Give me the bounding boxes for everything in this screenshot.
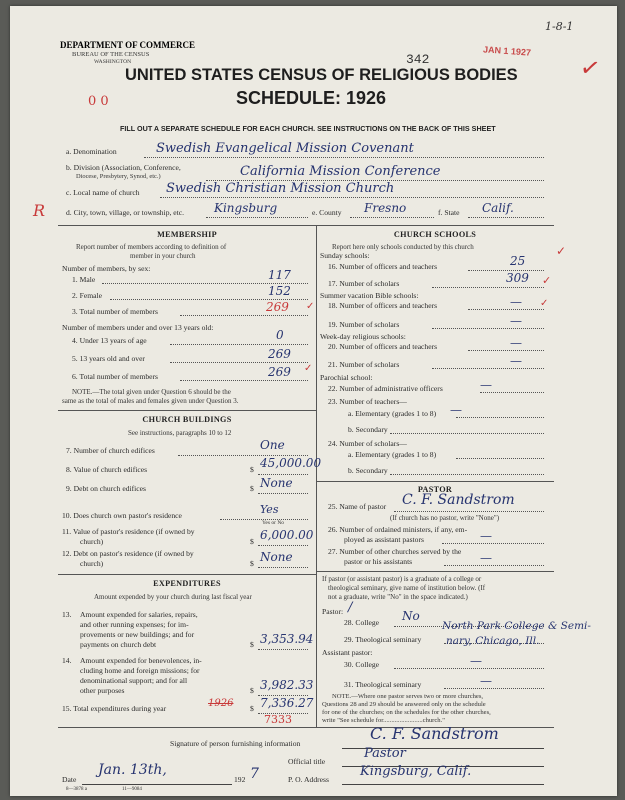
check-mark-icon: ✓ xyxy=(556,244,567,258)
schools-heading: CHURCH SCHOOLS xyxy=(393,230,477,239)
q25-value[interactable]: C. F. Sandstrom xyxy=(402,492,515,508)
pastor-heading: PASTOR xyxy=(417,485,453,494)
city-value[interactable]: Kingsburg xyxy=(214,201,278,215)
received-stamp: JAN 1 1927 xyxy=(482,44,532,58)
by-sex-label: Number of members, by sex: xyxy=(62,264,151,273)
fill-instructions: FILL OUT A SEPARATE SCHEDULE FOR EACH CHURCH. SEE INSTRUCTIONS ON THE BACK OF THIS SHEET xyxy=(120,124,496,133)
signature-label: Signature of person furnishing information xyxy=(170,739,301,748)
date-value[interactable]: Jan. 13th, xyxy=(98,762,167,778)
schedule-title: SCHEDULE: 1926 xyxy=(236,88,387,108)
q4-label: 4. Under 13 years of age xyxy=(72,336,147,345)
q15-year[interactable]: 1926 xyxy=(208,698,234,709)
graduate-instructions: If pastor (or assistant pastor) is a graduate of a college or xyxy=(322,575,482,583)
check-mark-icon: ✓ xyxy=(540,298,549,309)
check-mark-icon: ✓ xyxy=(306,301,315,312)
county-value[interactable]: Fresno xyxy=(364,201,407,215)
q26-label: 26. Number of ordained ministers, if any, em- xyxy=(328,525,468,534)
q27-label: 27. Number of other churches served by the xyxy=(328,547,462,556)
expenditures-sub: Amount expended by your church during last fiscal year xyxy=(94,593,252,601)
q18-label: 18. Number of officers and teachers xyxy=(328,301,438,310)
assistant-label: Assistant pastor: xyxy=(322,648,373,657)
official-title-value[interactable]: Pastor xyxy=(364,746,406,761)
denomination-label: a. Denomination xyxy=(66,147,117,156)
q19-label: 19. Number of scholars xyxy=(328,320,400,329)
q10-value[interactable]: Yes xyxy=(260,503,279,516)
q25-label: 25. Name of pastor xyxy=(328,502,387,511)
q3-label: 3. Total number of members xyxy=(72,307,159,316)
q15-value[interactable]: 7,336.27 xyxy=(260,696,314,710)
q7-value[interactable]: One xyxy=(260,438,285,452)
q23-label: 23. Number of teachers— xyxy=(328,397,407,406)
po-address-value[interactable]: Kingsburg, Calif. xyxy=(360,764,472,779)
form-number: 8—3878 a xyxy=(66,787,87,792)
q11-value[interactable]: 6,000.00 xyxy=(260,528,314,542)
q8-label: 8. Value of church edifices xyxy=(66,465,148,474)
q29-value-cont[interactable]: nary, Chicago, Ill. xyxy=(446,635,540,647)
red-zero-marks: 0 0 xyxy=(88,94,109,109)
q13-num: 13. xyxy=(62,610,72,619)
census-schedule-sheet: DEPARTMENT OF COMMERCE BUREAU OF THE CENSUS WASHINGTON 342 JAN 1 1927 1-8-1 ✓ UNITED STATES CENSUS OF RELIGIOUS BODIES SCHEDULE: 1926 0 0 FILL OUT A SEPARATE SCHEDULE FOR EACH CHURCH. SEE INSTRUCTIONS ON THE BACK OF THIS SHEET a. Denomination Swedish Evangelical Mission Covenant b. Division (Association, Conference, Diocese, Presbytery, Synod, etc.) California Mission Conference c. Local name of church Swedish Christian Mission Church R d. City, town, village, or township, etc. Kingsburg e. County Fresno f. State Calif. MEMBERSHIP Report number of members according to definition of member in your church Number of members, by sex: 1. Male 117 2. Female 152 3. Total number of members 269 Number of members under and over 13 years old: 4. Under 13 years of age 0 5. 13 years old and over 269 6. Total number of members 269 NOTE.—The total given under Question 6 should be the same as the total of males and females given under Question 3. CHURCH BUILDINGS See instructions, paragraphs 10 to 12 7. Number of church edifices One 8. Value of church edifices $ 45,000.00 9. Debt on church edifices $ None 10. Does church own pastor's residence Yes Yes or No 11. Value of pastor's residence (if owned by church) $ 6,000.00 12. Debt on pastor's residence (if owned by church) $ None EXPENDITURES Amount expended by your church during last fiscal year 13. Amount expended for salaries, repairs, and other running expenses; for im- provements or new buildings; and for payments on church debt $ 3,353.94 14. Amount expended for benevolences, in- cluding home and foreign missions; for denominational support; and for all other purposes $ 3,982.33 15. Total expenditures during year 1926 $ 7,336.27 7333 CHURCH SCHOOLS Report here only schools conducted by this church Sunday schools: 16. Number of officers and teachers 25 17. Number of scholars 309 Summer vacation Bible schools: 18. Number of officers and teachers — 19. Number of scholars — Week-day religious schools: 20. Number of officers and teachers — 21. Number of scholars — Parochial school: 22. Number of administrative officers — 23. Number of teachers— a. Elementary (grades 1 to 8) — b. Secondary 24. Number of scholars— a. Elementary (grades 1 to 8) b. Secondary PASTOR 25. Name of pastor C. F. Sandstrom (If church has no pastor, write "None") 26. Number of ordained ministers, if any, em- ployed as assistant pastors — 27. Number of other churches served by the pastor or his assistants — If pastor (or assistant pastor) is a graduate of a college or theological seminary, give name of institution below. (If not a graduate, write "No" in the space indicated.) Pastor: 28. College No / 29. Theological seminary North Park College & Semi- nary, Chicago, Ill. Assistant pastor: 30. College — 31. Theological seminary — NOTE.—Where one pastor serves two or more churches, Questions 28 and 29 should be answered only on the schedule for one of the churches; on the schedules for the other churches, write "See schedule for........................church." Signature of person furnishing information C. F. Sandstrom Official title Pastor Date Jan. 13th, 192 7 P. O. Address Kingsburg, Calif. 8—3878 a 11—9084 ✓ ✓ ✓ ✓ ✓ xyxy=(10,6,617,796)
city-label: d. City, town, village, or township, etc. xyxy=(66,208,185,217)
signature-value[interactable]: C. F. Sandstrom xyxy=(370,724,499,743)
pastor-initial-mark: / xyxy=(348,600,353,615)
q13-value[interactable]: 3,353.94 xyxy=(260,632,314,646)
q3-value[interactable]: 269 xyxy=(266,300,289,314)
serial-number: 342 xyxy=(406,52,430,67)
q12-value[interactable]: None xyxy=(260,550,293,564)
schools-sub: Report here only schools conducted by this church xyxy=(332,243,474,251)
q30-label: 30. College xyxy=(344,660,380,669)
q1-label: 1. Male xyxy=(72,275,96,284)
year-prefix: 192 xyxy=(234,775,246,784)
bureau-name: BUREAU OF THE CENSUS xyxy=(72,51,150,58)
membership-note: NOTE.—The total given under Question 6 should be the xyxy=(72,388,231,396)
local-name-value[interactable]: Swedish Christian Mission Church xyxy=(166,181,395,196)
age-intro-label: Number of members under and over 13 years old: xyxy=(62,323,214,332)
denomination-value[interactable]: Swedish Evangelical Mission Covenant xyxy=(156,141,414,156)
q14-value[interactable]: 3,982.33 xyxy=(260,678,314,692)
q6-label: 6. Total number of members xyxy=(72,372,159,381)
sunday-label: Sunday schools: xyxy=(320,251,370,260)
expenditures-heading: EXPENDITURES xyxy=(153,579,221,588)
q20-label: 20. Number of officers and teachers xyxy=(328,342,438,351)
q5-label: 5. 13 years old and over xyxy=(72,354,145,363)
pastor-sub-label: Pastor: xyxy=(322,607,344,616)
parochial-label: Parochial school: xyxy=(320,373,373,382)
q2-value[interactable]: 152 xyxy=(268,284,291,298)
membership-heading: MEMBERSHIP xyxy=(157,230,217,239)
q2-label: 2. Female xyxy=(72,291,102,300)
q28-label: 28. College xyxy=(344,618,380,627)
membership-note-cont: same as the total of males and females given under Question 3. xyxy=(62,397,239,405)
q1-value[interactable]: 117 xyxy=(268,268,291,282)
buildings-heading: CHURCH BUILDINGS xyxy=(142,415,232,424)
q10-label: 10. Does church own pastor's residence xyxy=(62,511,182,520)
print-number: 11—9084 xyxy=(122,787,142,792)
buildings-sub: See instructions, paragraphs 10 to 12 xyxy=(128,429,232,437)
q9-value[interactable]: None xyxy=(260,476,293,490)
weekday-label: Week-day religious schools: xyxy=(320,332,406,341)
q17-label: 17. Number of scholars xyxy=(328,279,400,288)
q28-value[interactable]: No xyxy=(402,609,420,623)
q4-value[interactable]: 0 xyxy=(276,328,284,342)
corner-note: 1-8-1 xyxy=(545,20,574,33)
q17-value[interactable]: 309 xyxy=(506,271,529,285)
margin-mark: R xyxy=(33,201,46,220)
q6-value[interactable]: 269 xyxy=(268,365,291,379)
summer-label: Summer vacation Bible schools: xyxy=(320,291,419,300)
q8-value[interactable]: 45,000.00 xyxy=(260,456,322,470)
check-mark-icon: ✓ xyxy=(577,54,603,84)
check-mark-icon: ✓ xyxy=(542,275,552,287)
division-value[interactable]: California Mission Conference xyxy=(240,164,441,179)
pastor-note: NOTE.—Where one pastor serves two or more churches, xyxy=(332,693,484,700)
q11-label: 11. Value of pastor's residence (if owned by xyxy=(62,527,195,536)
state-value[interactable]: Calif. xyxy=(482,201,514,215)
q9-label: 9. Debt on church edifices xyxy=(66,484,146,493)
membership-intro: Report number of members according to definition of xyxy=(76,243,227,251)
q22-label: 22. Number of administrative officers xyxy=(328,384,443,393)
state-label: f. State xyxy=(438,208,460,217)
q16-label: 16. Number of officers and teachers xyxy=(328,262,438,271)
q12-label: 12. Debt on pastor's residence (if owned by xyxy=(62,549,194,558)
city-name: WASHINGTON xyxy=(94,59,132,65)
q25-hint: (If church has no pastor, write "None") xyxy=(390,514,500,522)
po-address-label: P. O. Address xyxy=(288,775,329,784)
q29-value[interactable]: North Park College & Semi- xyxy=(442,620,591,632)
division-label-cont: Diocese, Presbytery, Synod, etc.) xyxy=(76,173,161,180)
county-label: e. County xyxy=(312,208,342,217)
q14-num: 14. xyxy=(62,656,72,665)
check-mark-icon: ✓ xyxy=(304,363,313,374)
q10-hint: Yes or No xyxy=(262,520,285,526)
q7-label: 7. Number of church edifices xyxy=(66,446,155,455)
division-label: b. Division (Association, Conference, xyxy=(66,163,181,172)
q31-label: 31. Theological seminary xyxy=(344,680,422,689)
q15-label: 15. Total expenditures during year xyxy=(62,704,167,713)
local-name-label: c. Local name of church xyxy=(66,188,140,197)
q15-correction: 7333 xyxy=(264,713,292,726)
q21-label: 21. Number of scholars xyxy=(328,360,400,369)
year-value[interactable]: 7 xyxy=(250,766,259,782)
q16-value[interactable]: 25 xyxy=(510,254,526,268)
q24-label: 24. Number of scholars— xyxy=(328,439,407,448)
form-title: UNITED STATES CENSUS OF RELIGIOUS BODIES xyxy=(125,66,518,84)
q5-value[interactable]: 269 xyxy=(268,347,291,361)
department-name: DEPARTMENT OF COMMERCE xyxy=(60,40,196,50)
q29-label: 29. Theological seminary xyxy=(344,635,422,644)
official-title-label: Official title xyxy=(288,757,326,766)
membership-intro-cont: member in your church xyxy=(130,252,196,260)
date-label: Date xyxy=(62,775,77,784)
